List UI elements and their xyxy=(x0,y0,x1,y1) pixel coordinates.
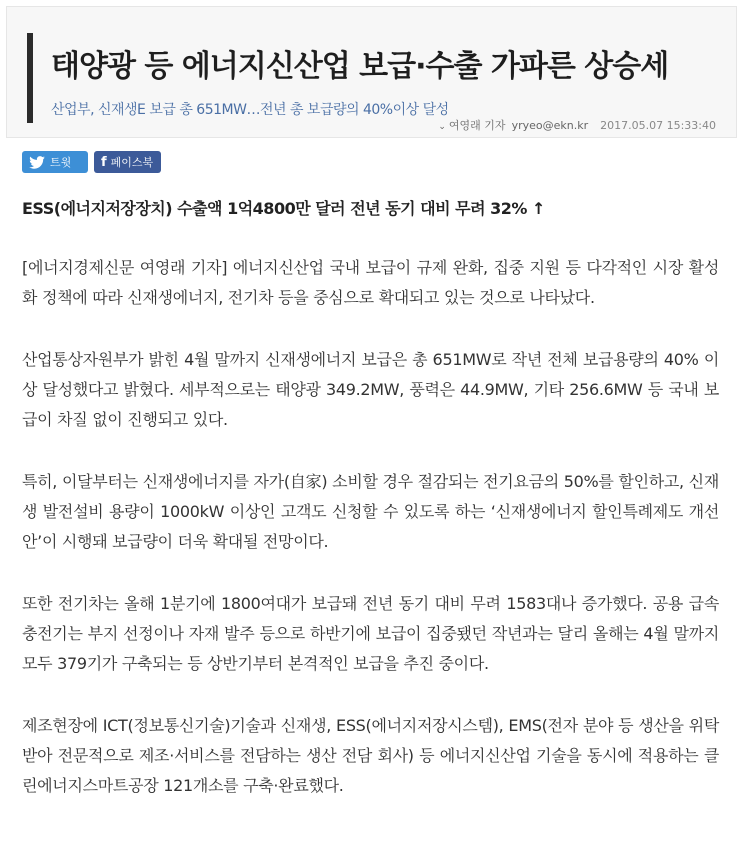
twitter-share-button[interactable] xyxy=(22,151,88,173)
reporter-email[interactable]: yryeo@ekn.kr xyxy=(511,119,589,132)
reporter-name[interactable]: 여영래 기자 xyxy=(448,119,506,132)
chevron-down-icon[interactable]: ⌄ xyxy=(438,122,446,132)
facebook-share-button[interactable] xyxy=(94,151,161,173)
byline xyxy=(438,117,716,133)
article-paragraph: [에너지경제신문 여영래 기자] 에너지신산업 국내 보급이 규제 완화, 집중 지원 등 다각적인 시장 활성화 정책에 따라 신재생에너지, 전기차 등을 중심으로 확대되고 있는 것으로 나타났다. xyxy=(22,258,719,307)
article-subtitle: 산업부, 신재생E 보급 총 651MW…전년 총 보급량의 40%이상 달성 xyxy=(51,102,449,118)
twitter-share-label: 트윗 xyxy=(50,156,72,169)
facebook-share-label: 페이스북 xyxy=(110,156,154,169)
article-header xyxy=(6,6,737,138)
article-paragraph: 또한 전기차는 올해 1분기에 1800여대가 보급돼 전년 동기 대비 무려 1583대나 증가했다. 공용 급속충전기는 부지 선정이나 자재 발주 등으로 하반기에 보급이 집중됐던 작년과는 달리 올해는 4월 말까지 모두 379기가 구축되는 등 상반기부터 본격적인 보급을 추진 중이다. xyxy=(22,594,719,673)
article-lead: ESS(에너지저장장치) 수출액 1억4800만 달러 전년 동기 대비 무려 32% ↑ xyxy=(22,199,545,218)
title-accent-bar xyxy=(27,33,33,123)
article-paragraph: 제조현장에 ICT(정보통신기술)기술과 신재생, ESS(에너지저장시스템), EMS(전자 분야 등 생산을 위탁받아 전문적으로 제조·서비스를 전담하는 생산 전담 회사) 등 에너지신산업 기술을 동시에 적용하는 클린에너지스마트공장 121개소를 구축·완료했다. xyxy=(22,716,719,795)
facebook-icon: f xyxy=(101,154,107,170)
twitter-icon xyxy=(29,156,45,169)
article-paragraph: 산업통상자원부가 밝힌 4월 말까지 신재생에너지 보급은 총 651MW로 작년 전체 보급용량의 40% 이상 달성했다고 밝혔다. 세부적으로는 태양광 349.2MW, 풍력은 44.9MW, 기타 256.6MW 등 국내 보급이 차질 없이 진행되고 있다. xyxy=(22,350,719,429)
article-body xyxy=(22,196,719,833)
article-title: 태양광 등 에너지신산업 보급·수출 가파른 상승세 xyxy=(51,49,669,84)
publish-date: 2017.05.07 15:33:40 xyxy=(600,119,716,132)
article-paragraph: 특히, 이달부터는 신재생에너지를 자가(自家) 소비할 경우 절감되는 전기요금의 50%를 할인하고, 신재생 발전설비 용량이 1000kW 이상인 고객도 신청할 수 있도록 하는 ‘신재생에너지 할인특례제도 개선안’이 시행돼 보급량이 더욱 확대될 전망이다. xyxy=(22,472,719,551)
